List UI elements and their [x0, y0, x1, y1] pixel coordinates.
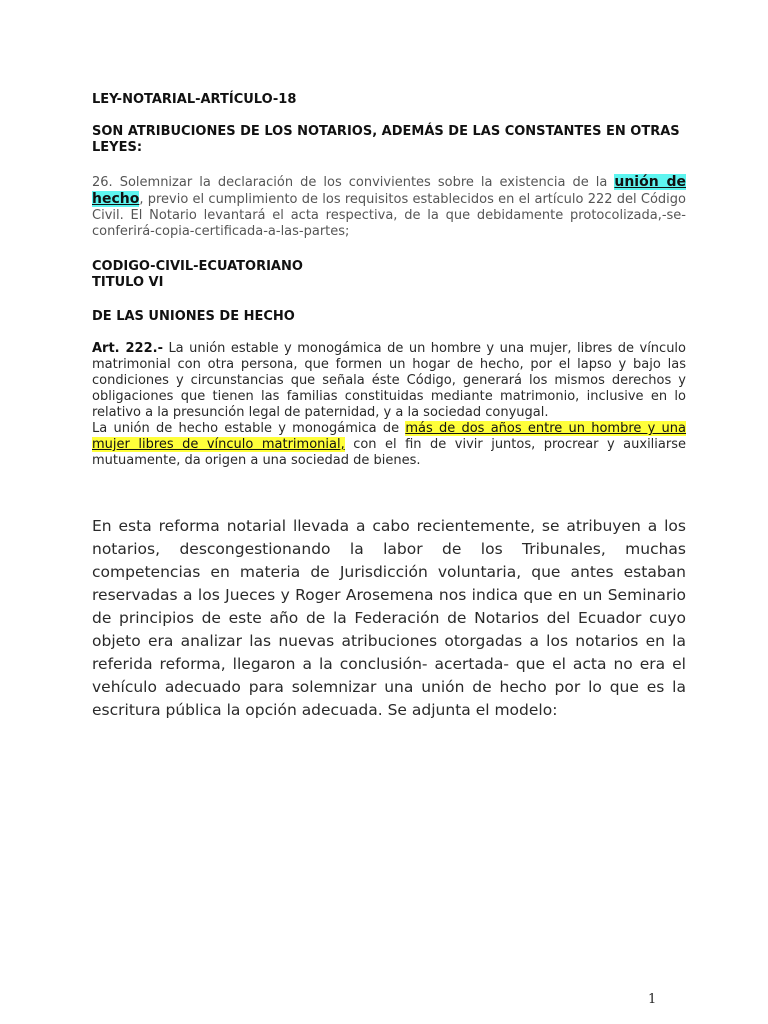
item-26-prefix: 26. Solemnizar la declaración de los convivientes sobre la existencia de la	[92, 175, 615, 190]
subheading: SON ATRIBUCIONES DE LOS NOTARIOS, ADEMÁS DE LAS CONSTANTES EN OTRAS LEYES:	[92, 124, 680, 155]
item-26-paragraph	[92, 174, 686, 240]
code-title: CODIGO-CIVIL-ECUATORIANO	[92, 259, 303, 274]
section-title: DE LAS UNIONES DE HECHO	[92, 309, 295, 324]
article-label: Art. 222.-	[92, 341, 163, 356]
titulo-heading: TITULO VI	[92, 275, 164, 290]
article-text-1: La unión estable y monogámica de un hombre y una mujer, libres de vínculo matrimonial con otra persona, que formen un hogar de hecho, por el lapso y bajo las condiciones y circunstancias que señala éste Código, generará los mismos derechos y obligaciones que tienen las familias constituidas mediante matrimonio, inclusive en lo relativo a la presunción legal de paternidad, y a la sociedad conyugal.	[92, 341, 686, 420]
item-26-suffix: , previo el cumplimiento de los requisitos establecidos en el artículo 222 del Código Civil. El Notario levantará el acta respectiva, de la que debidamente protocolizada,-se-conferirá-copia-certificada-a-las-partes;	[92, 192, 686, 239]
highlight-dos-anos: más de dos años entre un hombre y una mujer libres de vínculo matrimonial,	[92, 421, 687, 452]
article-222-paragraph	[92, 341, 686, 469]
document-title: LEY-NOTARIAL-ARTÍCULO-18	[92, 92, 297, 107]
article-text-2-prefix: La unión de hecho estable y monogámica de	[92, 421, 406, 436]
body-paragraph: En esta reforma notarial llevada a cabo recientemente, se atribuyen a los notarios, descongestionando la labor de los Tribunales, muchas competencias en materia de Jurisdicción voluntaria, que antes estaban reservadas a los Jueces y Roger Arosemena nos indica que en un Seminario de principios de este año de la Federación de Notarios del Ecuador cuyo objeto era analizar las nuevas atribuciones otorgadas a los notarios en la referida reforma, llegaron a la conclusión- acertada- que el acta no era el vehículo adecuado para solemnizar una unión de hecho por lo que es la escritura pública la opción adecuada. Se adjunta el modelo:	[92, 517, 686, 719]
article-text-2-suffix: con el fin de vivir juntos, procrear y auxiliarse mutuamente, da origen a una sociedad de bienes.	[92, 437, 686, 468]
highlight-union-de-hecho: unión de hecho	[92, 174, 686, 207]
page-number: 1	[648, 992, 657, 1007]
